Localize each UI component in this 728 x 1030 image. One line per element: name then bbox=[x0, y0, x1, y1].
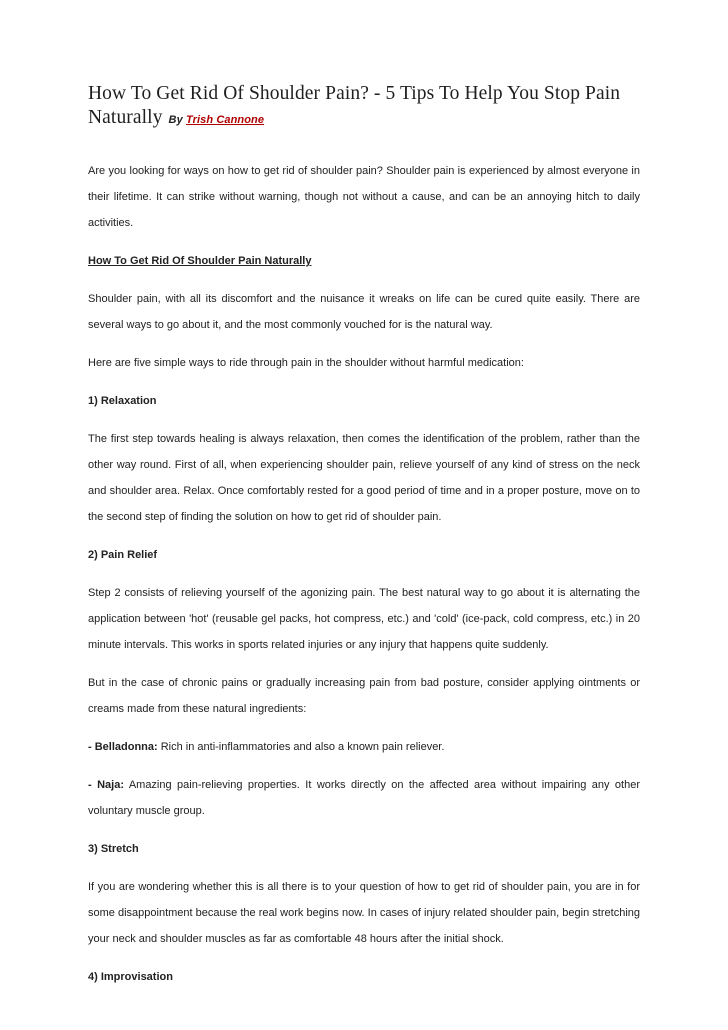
article-title-text: How To Get Rid Of Shoulder Pain? - 5 Tips To Help You Stop Pain Naturally bbox=[88, 83, 621, 128]
heading-improvisation: 4) Improvisation bbox=[88, 971, 173, 983]
byline-prefix: By bbox=[168, 114, 183, 126]
author-link[interactable]: Trish Cannone bbox=[185, 114, 265, 126]
five-ways-paragraph: Here are five simple ways to ride through pain in the shoulder without harmful medication: bbox=[88, 357, 524, 369]
pain-relief-paragraph: Step 2 consists of relieving yourself of the agonizing pain. The best natural way to go about it is alternating the application between 'hot' (reusable gel packs, hot compress, etc.) and 'cold' (ice-pack, cold compress, etc.) in 20 minute intervals. This works in sports related injuries or any injury that happens quite suddenly. bbox=[88, 587, 640, 651]
intro-paragraph: Are you looking for ways on how to get rid of shoulder pain? Shoulder pain is experienced by almost everyone in their lifetime. It can strike without warning, though not without a cause, and can be an annoying hitch to daily activities. bbox=[88, 165, 640, 229]
heading-pain-relief: 2) Pain Relief bbox=[88, 549, 158, 561]
naja-text: Amazing pain-relieving properties. It works directly on the affected area without impairing any other voluntary muscle group. bbox=[88, 779, 641, 817]
cure-paragraph: Shoulder pain, with all its discomfort and the nuisance it wreaks on life can be cured quite easily. There are several ways to go about it, and the most commonly vouched for is the natural way. bbox=[88, 293, 640, 331]
belladonna-label: - Belladonna: bbox=[88, 741, 158, 753]
heading-stretch: 3) Stretch bbox=[88, 843, 139, 855]
byline bbox=[169, 114, 265, 126]
naja-label: - Naja: bbox=[88, 779, 124, 791]
chronic-paragraph: But in the case of chronic pains or gradually increasing pain from bad posture, consider applying ointments or creams made from these natural ingredients: bbox=[88, 677, 640, 715]
stretch-paragraph: If you are wondering whether this is all there is to your question of how to get rid of shoulder pain, you are in for some disappointment because the real work begins now. In cases of injury related shoulder pain, begin stretching your neck and shoulder muscles as far as comfortable 48 hours after the initial shock. bbox=[88, 881, 640, 945]
belladonna-item bbox=[88, 734, 640, 760]
section-heading-naturally: How To Get Rid Of Shoulder Pain Naturally bbox=[88, 255, 312, 267]
article-title bbox=[88, 82, 640, 132]
article bbox=[88, 82, 640, 1002]
relaxation-paragraph: The first step towards healing is always relaxation, then comes the identification of the problem, rather than the other way round. First of all, when experiencing shoulder pain, relieve yourself of any kind of stress on the neck and shoulder area. Relax. Once comfortably rested for a good period of time and in a proper posture, move on to the second step of finding the solution on how to get rid of shoulder pain. bbox=[88, 433, 640, 523]
naja-item bbox=[88, 772, 640, 824]
belladonna-text: Rich in anti-inflammatories and also a known pain reliever. bbox=[157, 741, 445, 753]
heading-relaxation: 1) Relaxation bbox=[88, 395, 157, 407]
